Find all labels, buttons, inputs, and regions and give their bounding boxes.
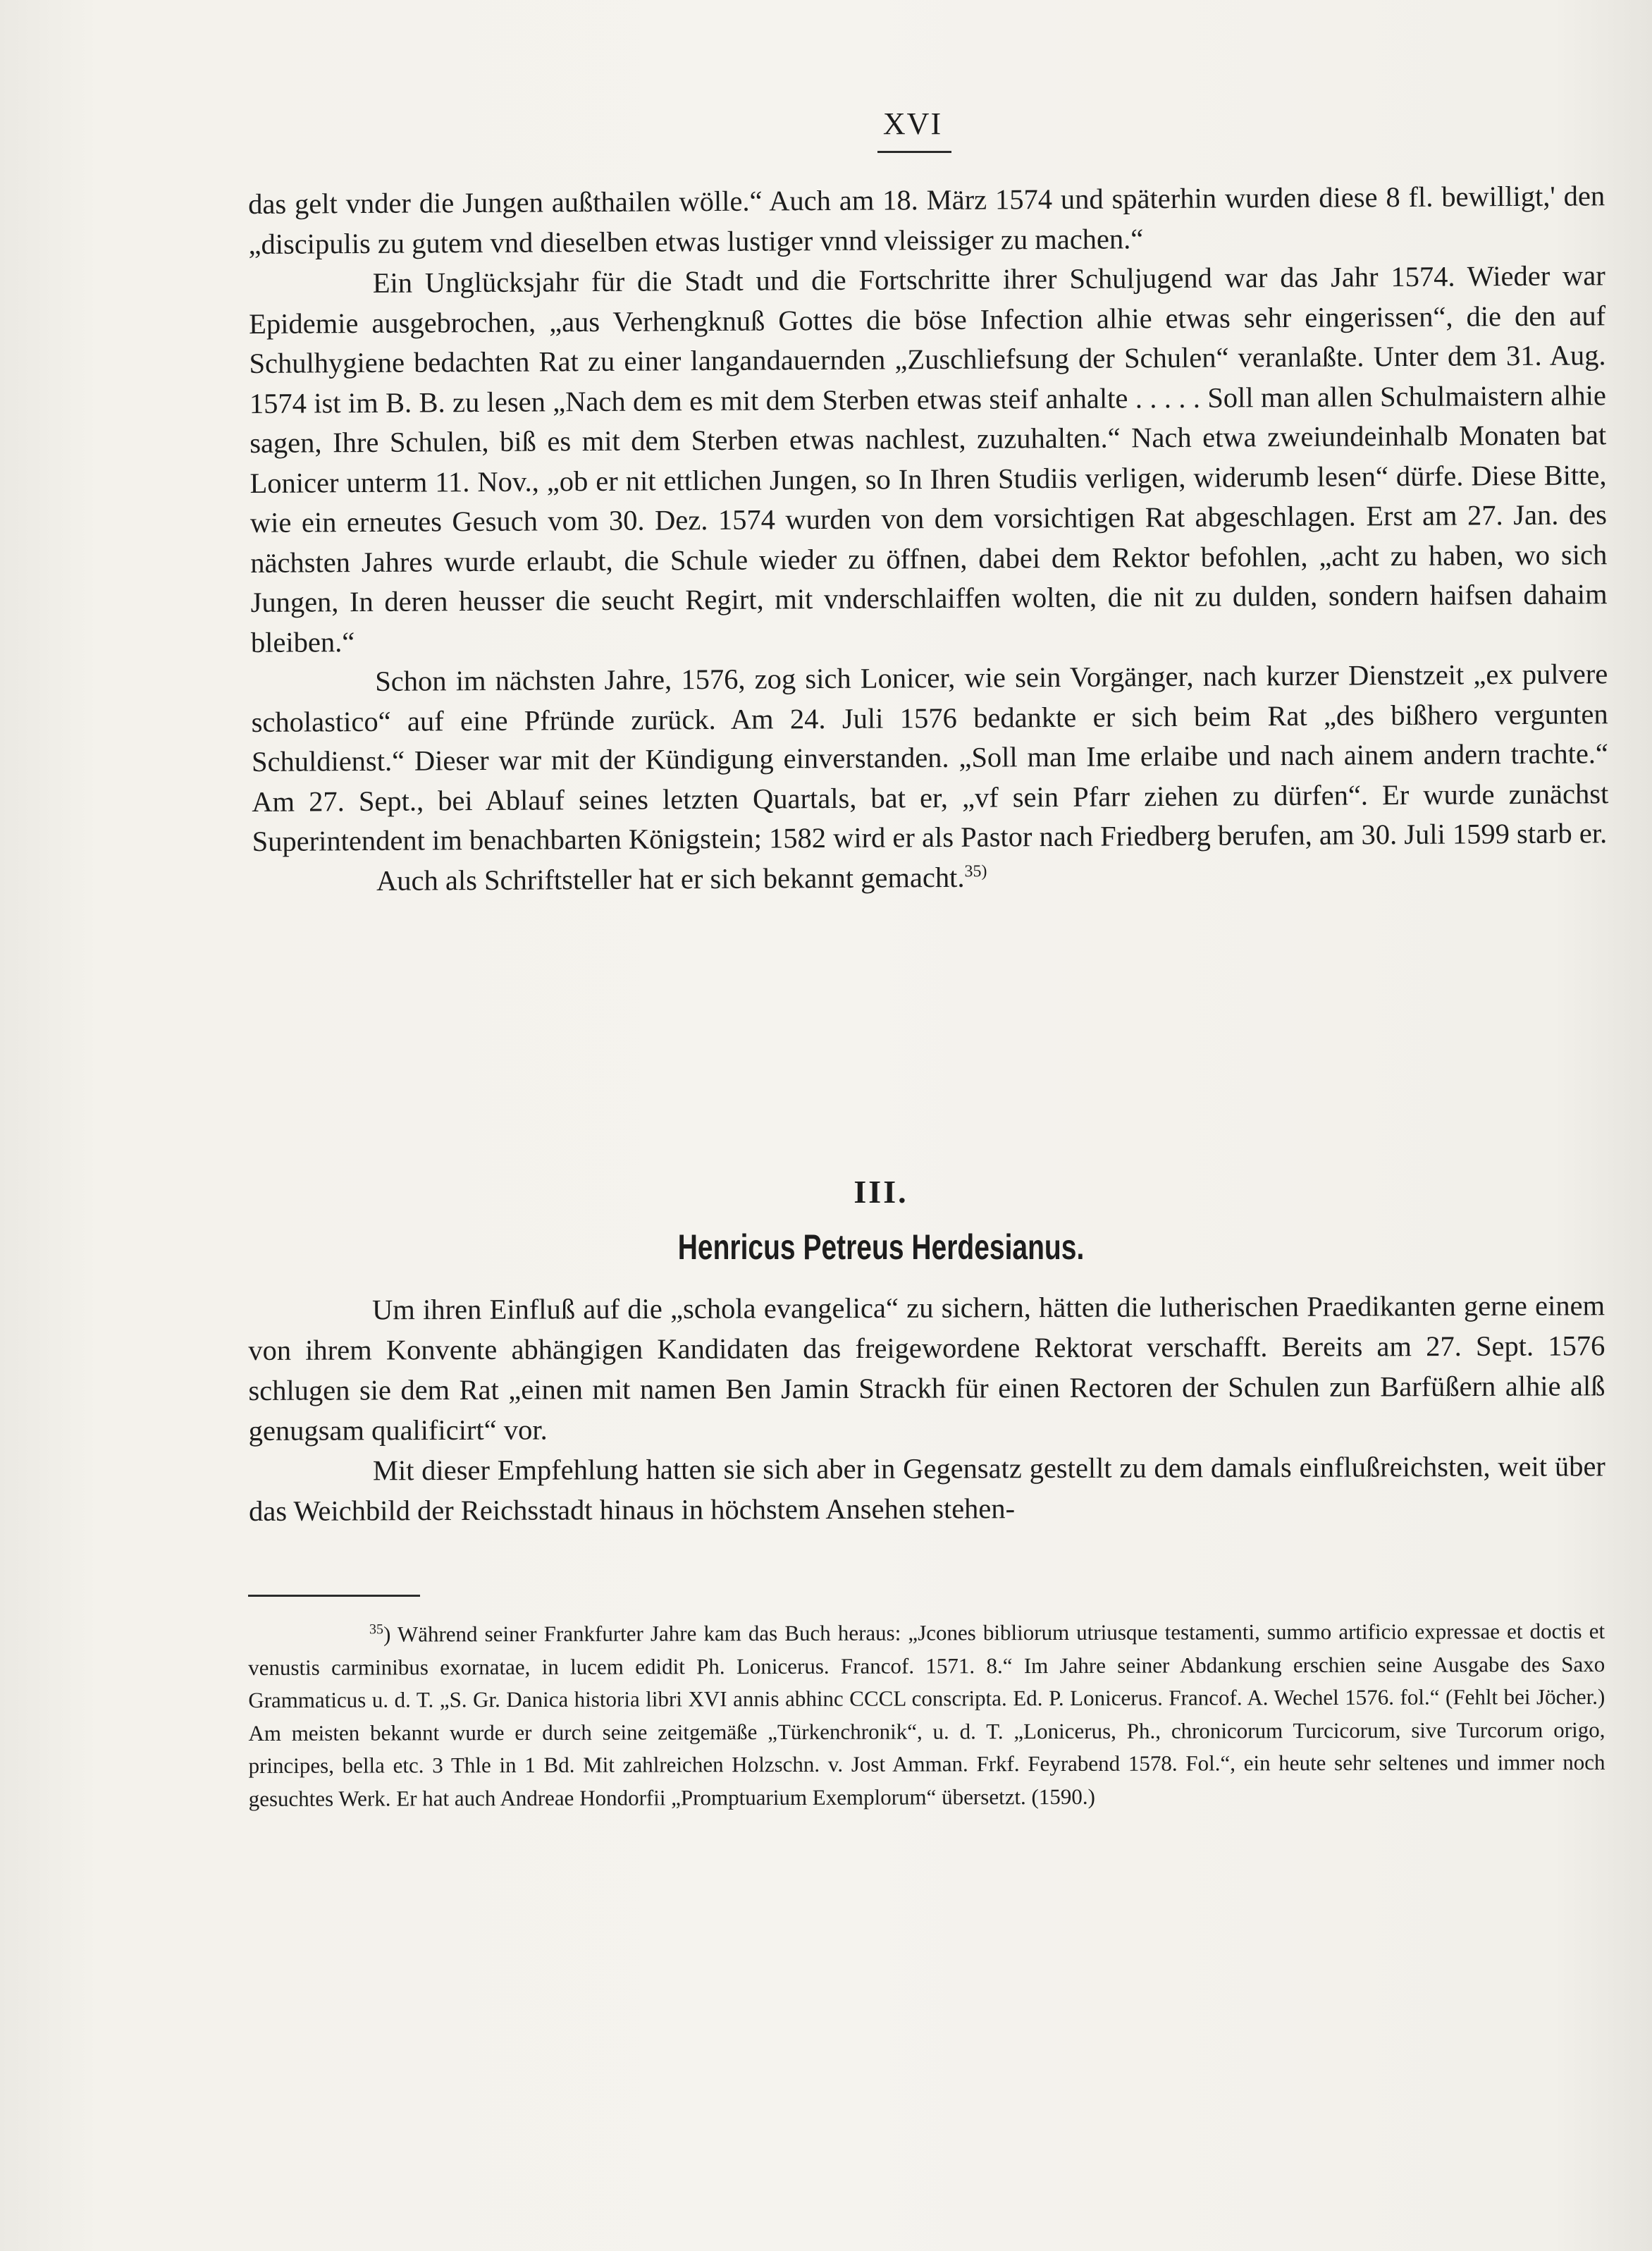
paragraph: Ein Unglücksjahr für die Stadt und die Fortschritte ihrer Schuljugend war das Jahr 1574. Wieder war Epidemie ausgebrochen, „aus Verhengknuß Gottes die böse Infection alhie etwas sehr eingerissen“, die den auf Schulhygiene bedachten Rat zu einer langandauernden „Zuschliefsung der Schulen“ veranlaßte. Unter dem 31. Aug. 1574 ist im B. B. zu lesen „Nach dem es mit dem Sterben etwas steif anhalte . . . . . Soll man allen Schulmaistern alhie sagen, Ihre Schulen, biß es mit dem Sterben etwas nachlest, zuzuhalten.“ Nach etwa zweiundeinhalb Monaten bat Lonicer unterm 11. Nov., „ob er nit ettlichen Jungen, so In Ihren Studiis verligen, widerumb lesen“ dürfe. Diese Bitte, wie ein erneutes Gesuch vom 30. Dez. 1574 wurden von dem vorsichtigen Rat abgeschlagen. Erst am 27. Jan. des nächsten Jahres wurde erlaubt, die Schule wieder zu öffnen, dabei dem Rektor befohlen, „acht zu haben, wo sich Jungen, In deren heusser die seucht Regirt, mit vnderschlaiffen wolten, die nit zu dulden, sondern haifsen dahaim bleiben.“ [249, 259, 1608, 658]
paragraph: Mit dieser Empfehlung hatten sie sich aber in Gegensatz gestellt zu dem damals einflußreichsten, weit über das Weichbild der Reichsstadt hinaus in höchstem Ansehen stehen- [249, 1450, 1605, 1527]
paragraph-with-footnote-ref [252, 854, 1609, 902]
paragraph: Um ihren Einfluß auf die „schola evangelica“ zu sichern, hätten die lutherischen Praedikanten gerne einem von ihrem Konvente abhängigen Kandidaten das freigewordene Rektorat verschafft. Bereits am 27. Sept. 1576 schlugen sie dem Rat „einen mit namen Ben Jamin Strackh für einen Rectoren der Schulen zun Barfüßern alhie alß genugsam qualificirt“ vor. [248, 1289, 1605, 1447]
paragraph: Schon im nächsten Jahre, 1576, zog sich Lonicer, wie sein Vorgänger, nach kurzer Dienstzeit „ex pulvere scholastico“ auf eine Pfründe zurück. Am 24. Juli 1576 bedankte er sich beim Rat „des bißhero vergunten Schuldienst.“ Dieser war mit der Kündigung einverstanden. „Soll man Ime erlaibe und nach ainem andern trachte.“ Am 27. Sept., bei Ablauf seines letzten Quartals, bat er, „vf sein Pfarr ziehen zu dürfen“. Er wurde zunächst Superintendent im benachbarten Königstein; 1582 wird er als Pastor nach Friedberg berufen, am 30. Juli 1599 starb er. [251, 658, 1609, 857]
footnote-reference: 35) [964, 861, 987, 881]
body-text-section [248, 1285, 1605, 1531]
section-title: Henricus Petreus Herdesianus. [677, 1227, 1085, 1267]
page-number-rule [877, 151, 951, 153]
paragraph-text: Auch als Schriftsteller hat er sich bekannt gemacht. [376, 861, 965, 897]
footnotes [248, 1615, 1605, 1815]
footnote [248, 1615, 1605, 1815]
footnote-marker: 35 [369, 1621, 384, 1638]
page-number: XVI [882, 106, 943, 141]
footnote-separator [248, 1595, 420, 1597]
body-text-top [248, 176, 1609, 902]
section-number: III. [853, 1174, 908, 1210]
footnote-text: ) Während seiner Frankfurter Jahre kam das Buch heraus: „Jcones bibliorum utriusque testamenti, summo artificio expressae et doctis et venustis carminibus exornatae, in lucem edidit Ph. Lonicerus. Francof. 1571. 8.“ Im Jahre seiner Abdankung erschien seine Ausgabe des Saxo Grammaticus u. d. T. „S. Gr. Danica historia libri XVI annis abhinc CCCL conscripta. Ed. P. Lonicerus. Francof. A. Wechel 1576. fol.“ (Fehlt bei Jöcher.) Am meisten bekannt wurde er durch seine zeitgemäße „Türkenchronik“, u. d. T. „Lonicerus, Ph., chronicorum Turcicorum, sive Turcorum origo, principes, bella etc. 3 Thle in 1 Bd. Mit zahlreichen Holzschn. v. Jost Amman. Frkf. Feyrabend 1578. Fol.“, ein heute sehr seltenes und immer noch gesuchtes Werk. Er hat auch Andreae Hondorfii „Promptuarium Exemplorum“ übersetzt. (1590.) [248, 1618, 1605, 1811]
paragraph: das gelt vnder die Jungen außthailen wölle.“ Auch am 18. März 1574 und späterhin wurden diese 8 fl. bewilligt,' den „discipulis zu gutem vnd dieselben etwas lustiger vnnd vleissiger zu machen.“ [248, 180, 1605, 260]
